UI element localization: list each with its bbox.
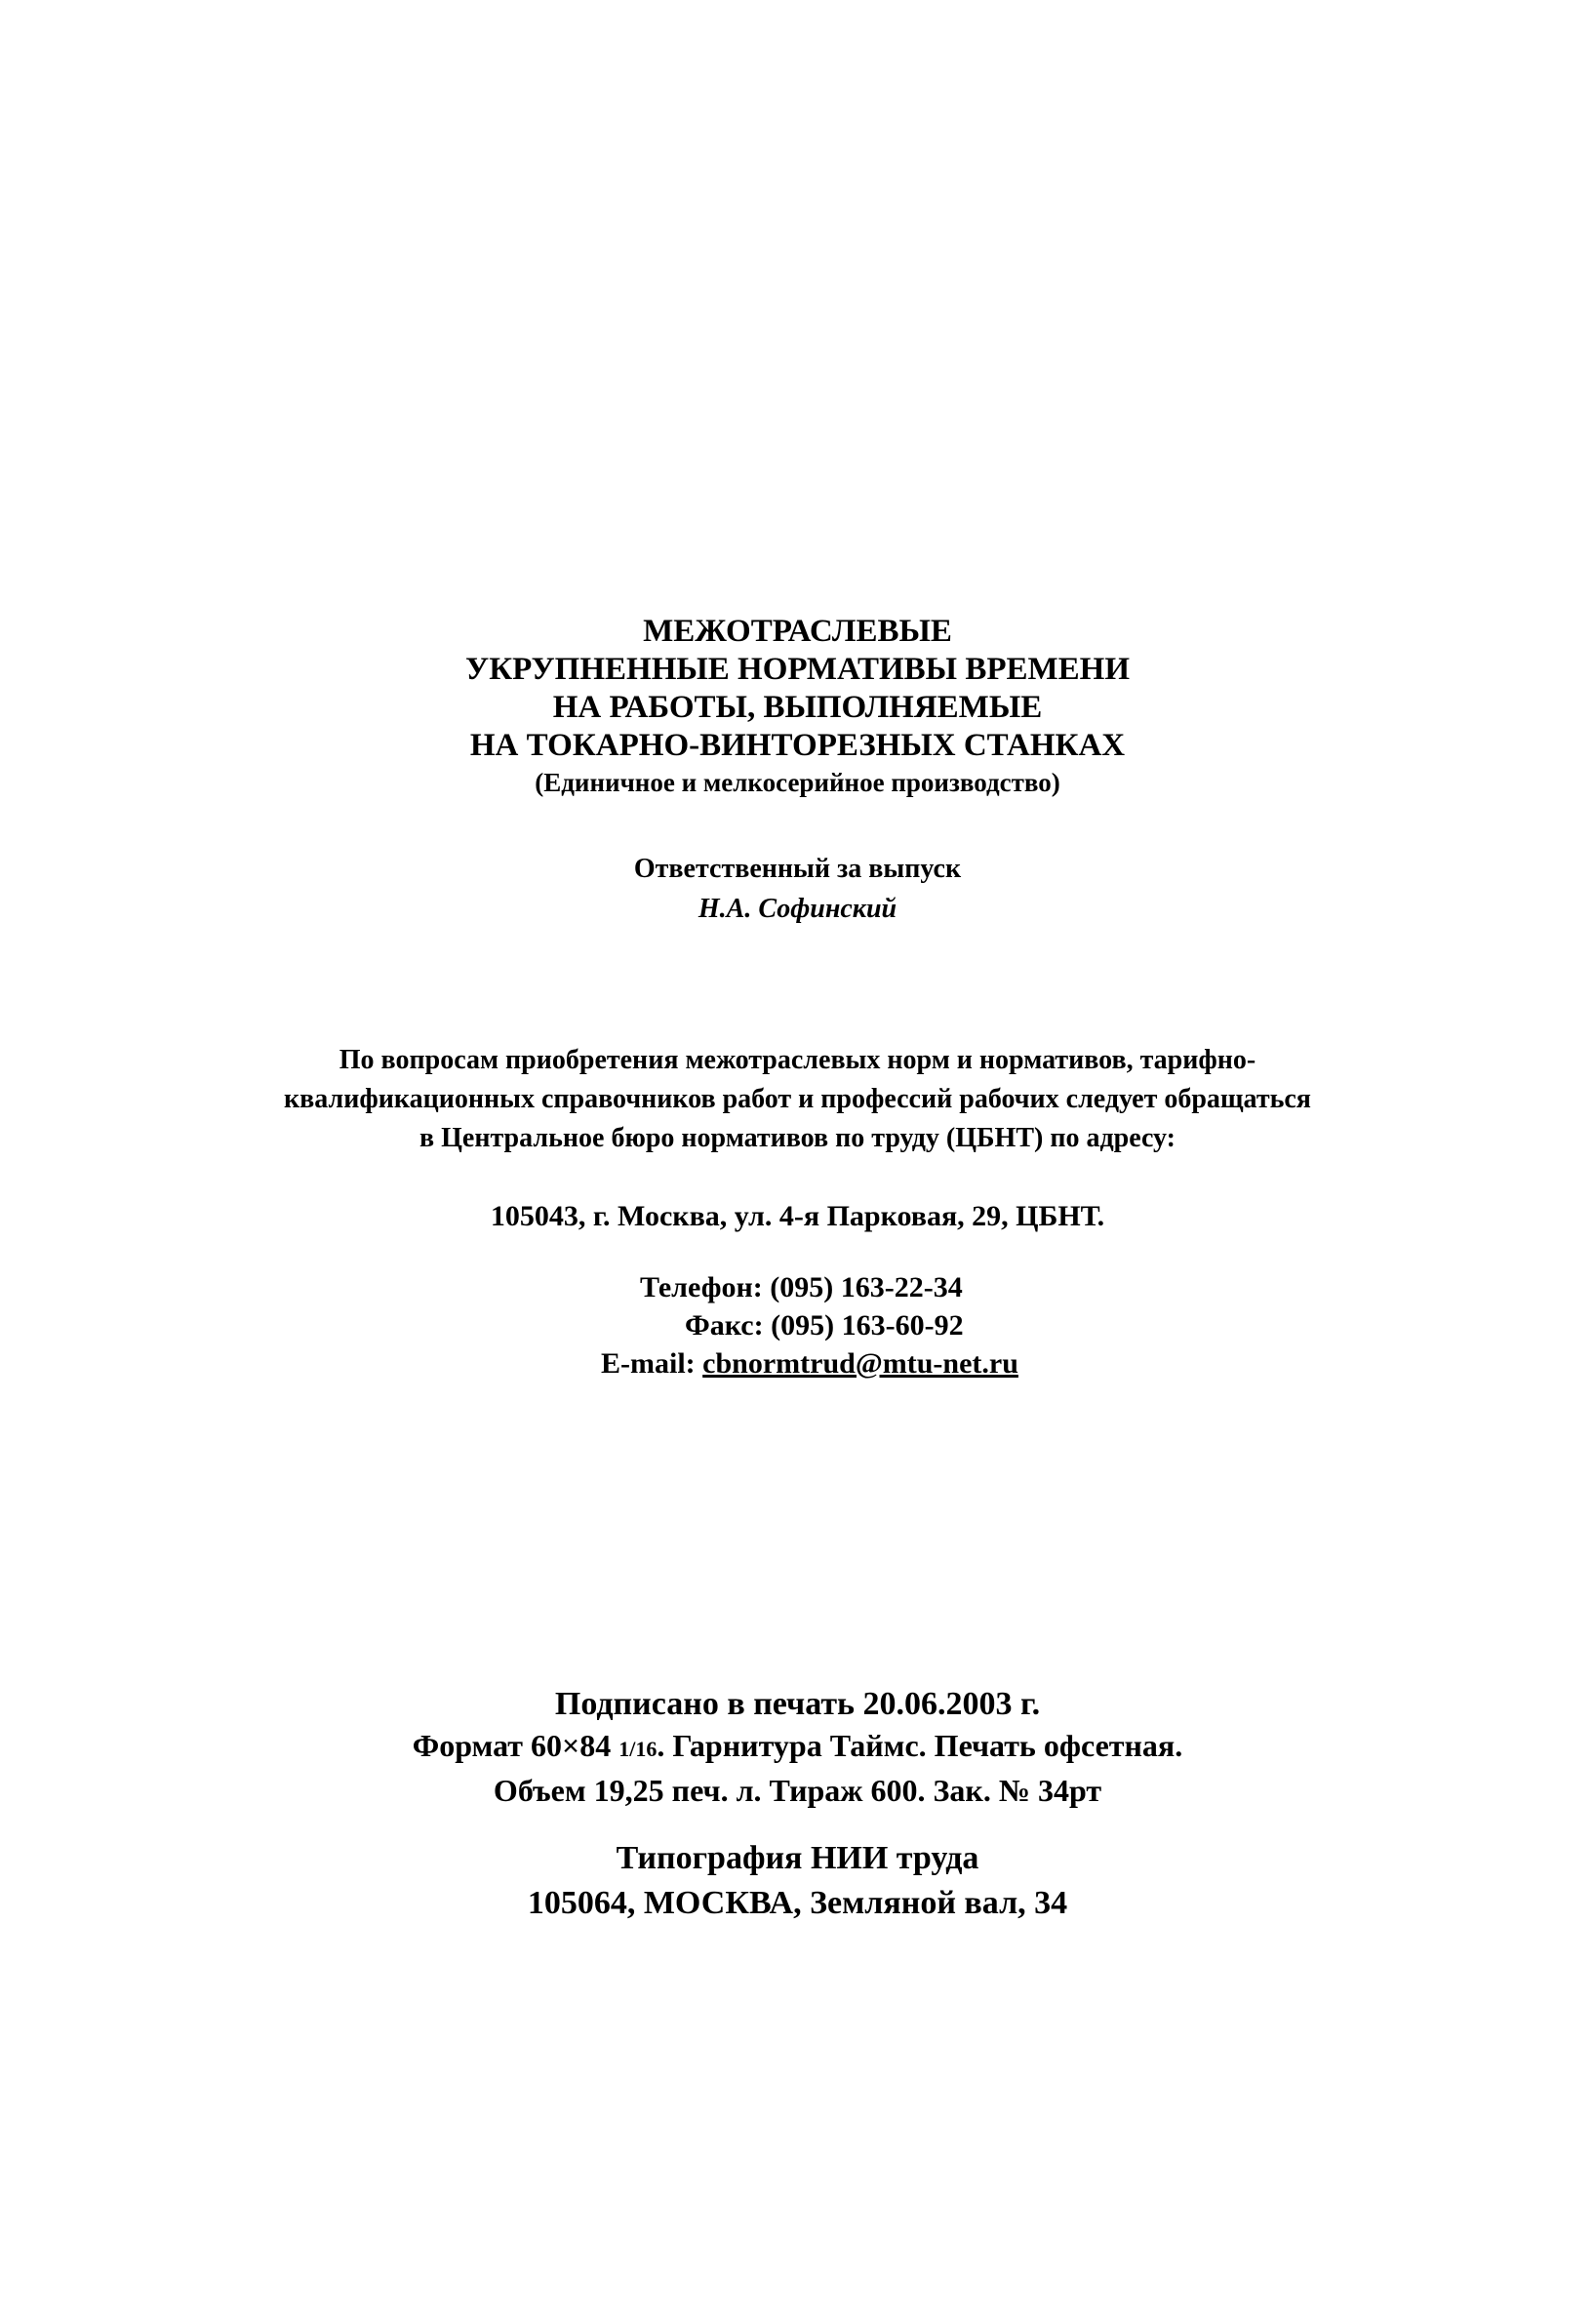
- address-line: [0, 1197, 1595, 1236]
- imprint-volume: Объем 19,25 печ. л. Тираж 600. Зак. № 34рт: [493, 1773, 1102, 1808]
- title-line-3: НА РАБОТЫ, ВЫПОЛНЯЕМЫЕ: [552, 690, 1043, 725]
- email-link[interactable]: cbnormtrud@mtu-net.ru: [702, 1347, 1018, 1380]
- format-fraction: 1/16: [618, 1737, 658, 1761]
- title-subtitle: (Единичное и мелкосерийное производство): [535, 768, 1060, 797]
- format-prefix: Формат 60×84: [412, 1728, 619, 1763]
- printer-address: 105064, МОСКВА, Земляной вал, 34: [527, 1885, 1068, 1921]
- responsible-name: Н.А. Софинский: [698, 894, 897, 924]
- email-line: [601, 1344, 1018, 1382]
- address-text: 105043, г. Москва, ул. 4-я Парковая, 29, ЦБНТ.: [490, 1200, 1105, 1232]
- printer-name: Типография НИИ труда: [616, 1840, 979, 1876]
- fax-line: Факс: (095) 163-60-92: [685, 1309, 964, 1342]
- imprint-block: [0, 1683, 1595, 1812]
- imprint-signed: Подписано в печать 20.06.2003 г.: [554, 1686, 1041, 1722]
- info-paragraph: [0, 1041, 1595, 1158]
- phone-line: Телефон: (095) 163-22-34: [640, 1271, 963, 1303]
- info-line-3: в Центральное бюро нормативов по труду (ЦБНТ) по адресу:: [419, 1123, 1176, 1153]
- document-title: [0, 613, 1595, 800]
- info-line-2: квалификационных справочников работ и профессий рабочих следует обращаться: [284, 1084, 1311, 1114]
- printer-block: [0, 1836, 1595, 1926]
- title-line-1: МЕЖОТРАСЛЕВЫЕ: [643, 614, 952, 649]
- contacts-block: [601, 1268, 1018, 1382]
- title-line-2: УКРУПНЕННЫЕ НОРМАТИВЫ ВРЕМЕНИ: [464, 652, 1130, 687]
- responsible-label: Ответственный за выпуск: [633, 854, 962, 884]
- info-line-1: По вопросам приобретения межотраслевых норм и нормативов, тарифно-: [339, 1045, 1256, 1075]
- imprint-format: [0, 1725, 1595, 1770]
- email-label: E-mail:: [601, 1347, 703, 1380]
- format-suffix: . Гарнитура Таймс. Печать офсетная.: [657, 1728, 1183, 1763]
- title-line-4: НА ТОКАРНО-ВИНТОРЕЗНЫХ СТАНКАХ: [469, 728, 1126, 763]
- responsible-block: [0, 849, 1595, 929]
